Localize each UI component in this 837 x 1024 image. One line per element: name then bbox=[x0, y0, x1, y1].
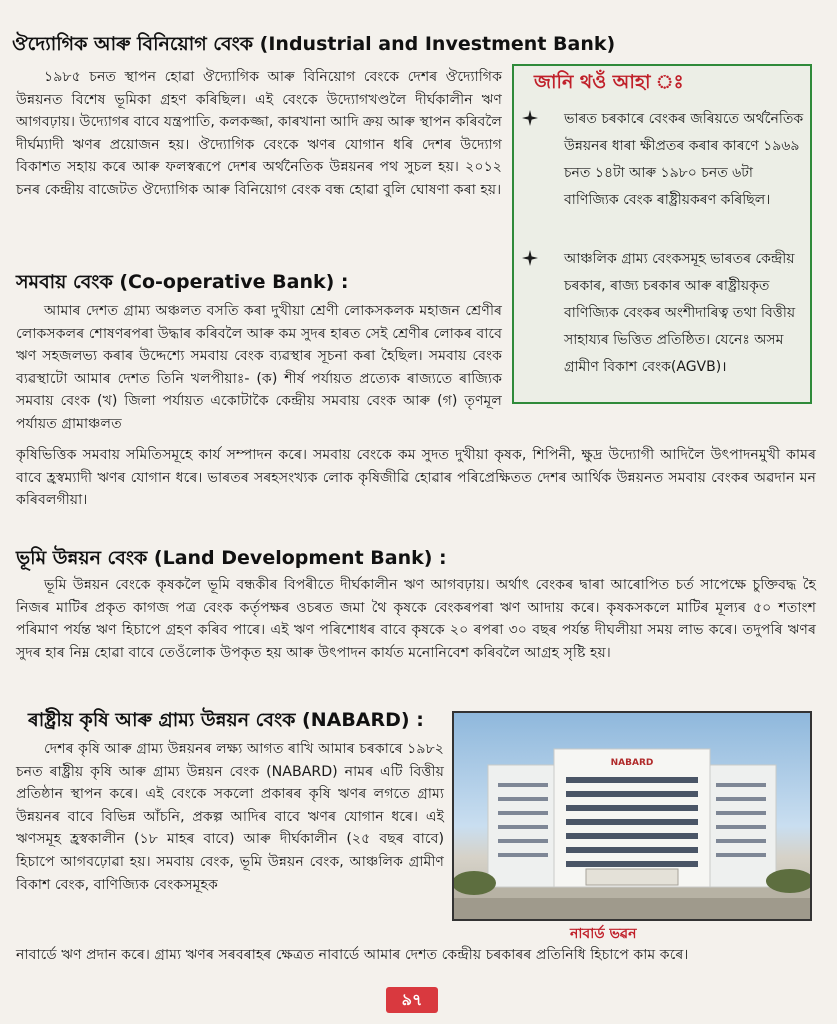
heading-industrial-bank: ঔদ্যোগিক আৰু বিনিয়োগ বেংক (Industrial and Investment Bank) bbox=[12, 33, 616, 55]
photo-caption: নাবাৰ্ড ভৱন bbox=[570, 926, 637, 942]
heading-nabard: ৰাষ্ট্ৰীয় কৃষি আৰু গ্ৰাম্য উন্নয়ন বেংক (NABARD) : bbox=[28, 709, 424, 731]
heading-cooperative-bank: সমবায় বেংক (Co-operative Bank) : bbox=[16, 271, 349, 293]
info-box bbox=[512, 64, 812, 404]
paragraph-cooperative-bank-part1: আমাৰ দেশত গ্ৰাম্য অঞ্চলত বসতি কৰা দুখীয়া শ্ৰেণী লোকসকলক মহাজন শ্ৰেণীৰ লোকসকলৰ শোষণৰপৰা উদ্ধাৰ কৰিবলৈ আৰু কম সুদৰ হাৰত সেই শ্ৰেণীৰ লোকৰ বাবে ঋণ সহজলভ্য কৰাৰ উদ্দেশ্যে সমবায় বেংক ব্যৱস্থাৰ সূচনা কৰা হৈছিল। সমবায় বেংক ব্যৱস্থাটো আমাৰ দেশত তিনি খলপীয়াঃ- (ক) শীৰ্ষ পৰ্যায়ত প্ৰত্যেক ৰাজ্যতে ৰাজ্যিক সমবায় বেংক (খ) জিলা পৰ্যায়ত একোটাকৈ কেন্দ্ৰীয় সমবায় বেংক আৰু (গ) তৃণমূল পৰ্যায়ত গ্ৰামাঞ্চলত bbox=[16, 303, 502, 432]
heading-land-development-bank: ভূমি উন্নয়ন বেংক (Land Development Bank) : bbox=[16, 547, 447, 569]
page-number: ৯৭ bbox=[386, 987, 438, 1013]
building-illustration bbox=[454, 713, 810, 919]
paragraph-nabard-part2: নাবাৰ্ডে ঋণ প্ৰদান কৰে। গ্ৰাম্য ঋণৰ সৰবৰাহৰ ক্ষেত্ৰত নাবাৰ্ডে আমাৰ দেশত কেন্দ্ৰীয় চৰকাৰৰ প্ৰতিনিধি হিচাপে কাম কৰে। bbox=[16, 947, 689, 963]
info-box-title: জানি থওঁ আহা ঃ bbox=[534, 71, 684, 93]
nabard-sign: NABARD bbox=[610, 758, 654, 768]
info-box-item: ভাৰত চৰকাৰে বেংকৰ জৰিয়তে অৰ্থনৈতিক উন্নয়নৰ ধাৰা ক্ষীপ্ৰতৰ কৰাৰ কাৰণে ১৯৬৯ চনত ১৪টা আৰু ১৯৮০ চনত ৬টা বাণিজ্যিক বেংক ৰাষ্ট্ৰীয়কৰণ কৰিছিল। bbox=[528, 106, 804, 214]
paragraph-industrial-bank: ১৯৮৫ চনত স্থাপন হোৱা ঔদ্যোগিক আৰু বিনিয়োগ বেংকে দেশৰ ঔদ্যোগিক উন্নয়নত বিশেষ ভূমিকা গ্ৰহণ কৰিছিল। এই বেংকে উদ্যোগখণ্ডলৈ দীৰ্ঘকালীন ঋণ আগবঢ়ায়। উদ্যোগৰ বাবে যন্ত্ৰপাতি, কলকজ্জা, কাৰখানা আদি ক্ৰয় আৰু স্থাপন কৰিবলৈ দীৰ্ঘম্যাদী ঋণৰ প্ৰয়োজন হয়। ঔদ্যোগিক বেংকে ঋণৰ যোগান ধৰি দেশৰ উদ্যোগ বিকাশত সহায় কৰে আৰু ফলস্বৰূপে দেশৰ অৰ্থনৈতিক উন্নয়নৰ পথ সুচল হয়। ২০১২ চনৰ কেন্দ্ৰীয় বাজেটত ঔদ্যোগিক আৰু বিনিয়োগ বেংক বন্ধ হোৱা বুলি ঘোষণা কৰা হয়। bbox=[16, 69, 502, 198]
paragraph-land-development-bank: ভূমি উন্নয়ন বেংকে কৃষকলৈ ভূমি বন্ধকীৰ বিপৰীতে দীৰ্ঘকালীন ঋণ আগবঢ়ায়। অৰ্থাৎ বেংকৰ দ্বাৰা আৰোপিত চৰ্ত সাপেক্ষে চুক্তিবদ্ধ হৈ নিজৰ মাটিৰ প্ৰকৃত কাগজ পত্ৰ বেংক কৰ্তৃপক্ষৰ ওচৰত জমা থৈ কৃষকে বেংকৰপৰা ঋণ আদায় কৰে। কৃষকসকলে মাটিৰ মূল্যৰ ৫০ শতাংশ পৰিমাণ পৰ্যন্ত ঋণ হিচাপে গ্ৰহণ কৰিব পাৰে। এই ঋণ পৰিশোধৰ বাবে কৃষকে ২০ ৰপৰা ৩০ বছৰ পৰ্যন্ত দীঘলীয়া সময় লাভ কৰে। তদুপৰি ঋণৰ সুদৰ হাৰ নিম্ন হোৱা বাবে তেওঁলোক উপকৃত হয় আৰু উৎপাদন কাৰ্যত মনোনিবেশ কৰিবলৈ আগ্ৰহ সৃষ্টি হয়। bbox=[16, 577, 816, 661]
nabard-building-photo bbox=[452, 711, 812, 921]
four-point-star-icon bbox=[522, 250, 538, 266]
paragraph-cooperative-bank-part2: কৃষিভিত্তিক সমবায় সমিতিসমূহে কাৰ্য সম্পাদন কৰে। সমবায় বেংকে কম সুদত দুখীয়া কৃষক, শিপিনী, ক্ষুদ্ৰ উদ্যোগী আদিলৈ উৎপাদনমুখী কামৰ বাবে হ্ৰস্বম্যাদী ঋণৰ যোগান ধৰে। ভাৰতৰ সৰহসংখ্যক লোক কৃষিজীৱি হোৱাৰ পৰিপ্ৰেক্ষিতত দেশৰ আৰ্থিক উন্নয়নত সমবায় বেংকৰ অৱদান মন কৰিবলগীয়া। bbox=[16, 447, 816, 509]
four-point-star-icon bbox=[522, 110, 538, 126]
paragraph-nabard-part1: দেশৰ কৃষি আৰু গ্ৰাম্য উন্নয়নৰ লক্ষ্য আগত ৰাখি আমাৰ চৰকাৰে ১৯৮২ চনত ৰাষ্ট্ৰীয় কৃষি আৰু গ্ৰাম্য উন্নয়ন বেংক (NABARD) নামৰ এটি বিত্তীয় প্ৰতিষ্ঠান স্থাপন কৰে। এই বেংকে সকলো প্ৰকাৰৰ কৃষি ঋণৰ লগতে গ্ৰাম্য উন্নয়নৰ বাবে বিভিন্ন আঁচনি, প্ৰকল্প আদিৰ বাবে ঋণৰ যোগান ধৰে। এই ঋণসমূহ হ্ৰস্বকালীন (১৮ মাহৰ বাবে) আৰু দীৰ্ঘকালীন (২৫ বছৰ বাবে) হিচাপে আগবঢ়োৱা হয়। সমবায় বেংক, ভূমি উন্নয়ন বেংক, আঞ্চলিক গ্ৰামীণ বিকাশ বেংক, বাণিজ্যিক বেংকসমূহক bbox=[16, 741, 444, 893]
info-box-item: আঞ্চলিক গ্ৰাম্য বেংকসমূহ ভাৰতৰ কেন্দ্ৰীয় চৰকাৰ, ৰাজ্য চৰকাৰ আৰু ৰাষ্ট্ৰীয়কৃত বাণিজ্যিক বেংকৰ অংশীদাৰিত্ব তথা বিত্তীয় সাহায্যৰ ভিত্তিত প্ৰতিষ্ঠিত। যেনেঃ অসম গ্ৰামীণ বিকাশ বেংক(AGVB)। bbox=[528, 246, 804, 381]
